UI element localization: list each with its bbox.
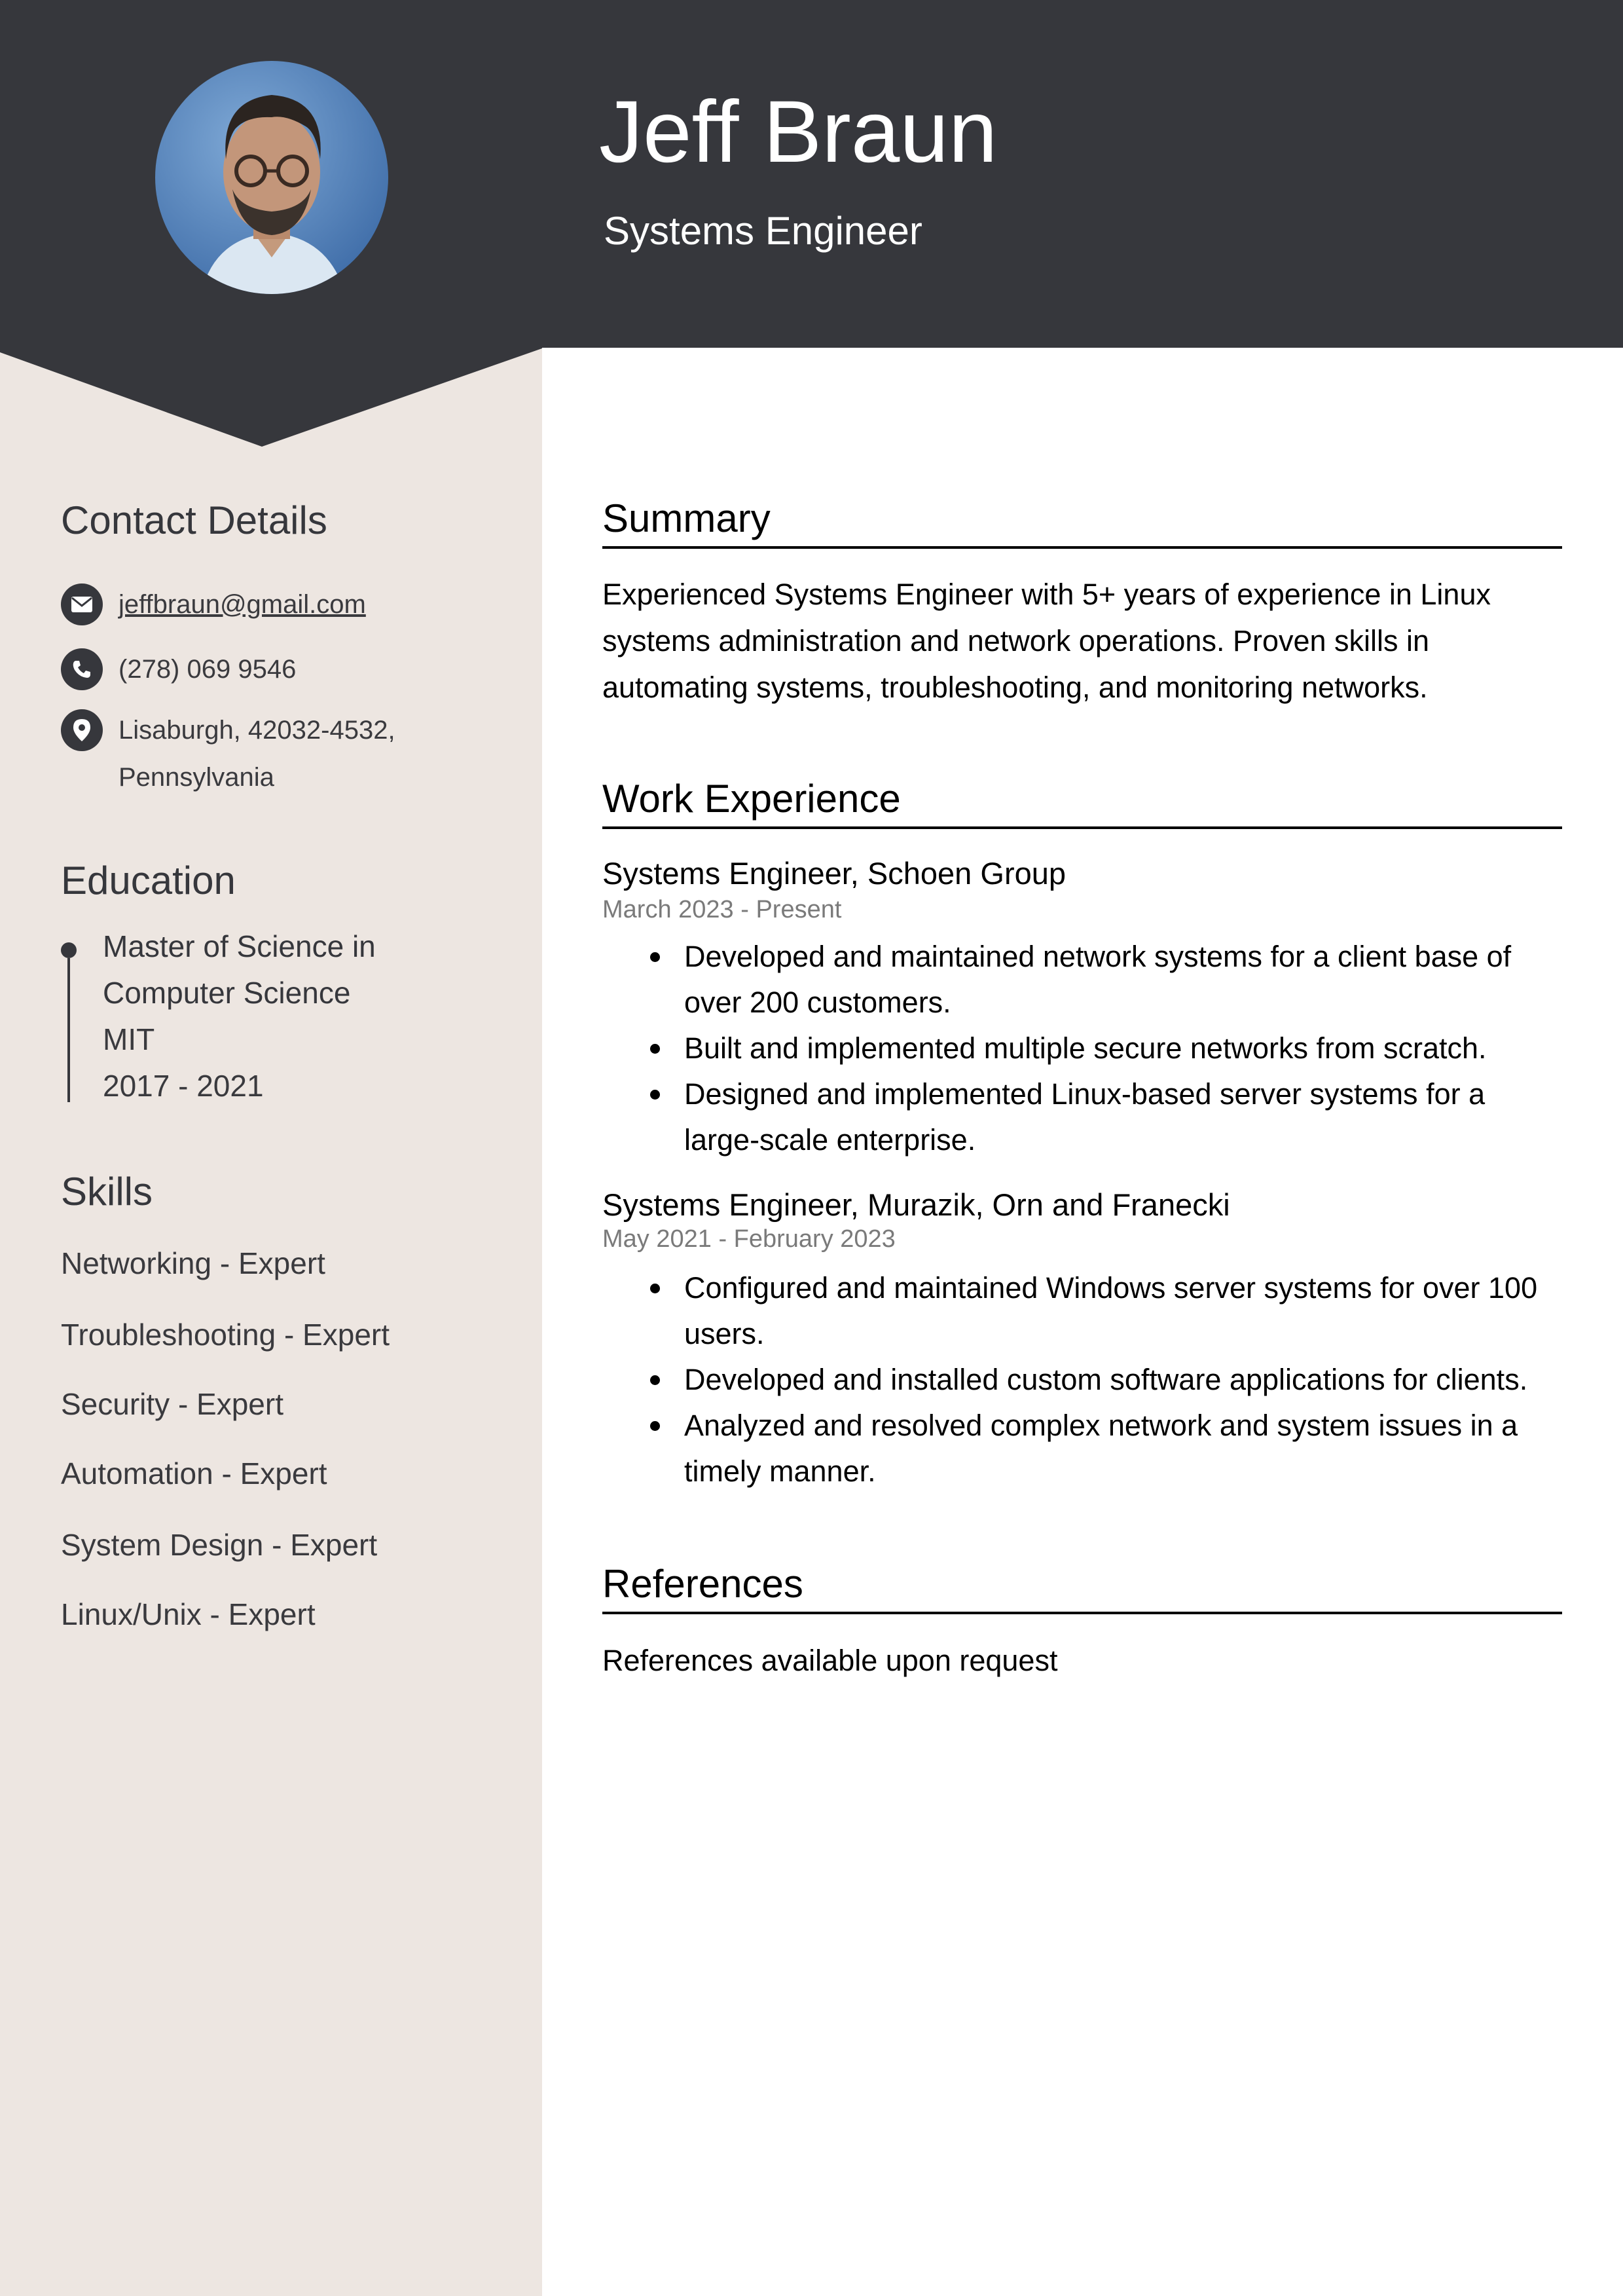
education-section [61,858,519,903]
skill-item: Troubleshooting - Expert [61,1318,390,1352]
contact-address-row [61,709,395,801]
job-dates: May 2021 - February 2023 [602,1225,896,1253]
education-heading: Education [61,859,236,902]
job-bullets [602,1265,1562,1494]
header-chevron [0,347,542,449]
contact-section [61,498,519,543]
job-bullet: Developed and maintained network systems for a client base of over 200 customers. [684,934,1562,1026]
profile-photo [155,61,388,294]
skills-heading: Skills [61,1170,153,1213]
phone-number: (278) 069 9546 [119,655,297,684]
phone-icon [61,648,103,690]
degree-line-2: Computer Science [103,976,351,1010]
candidate-role: Systems Engineer [604,209,922,253]
job-bullet: Built and implemented multiple secure networks from scratch. [684,1026,1562,1071]
job-title: Systems Engineer, Schoen Group [602,856,1067,891]
job-bullets [602,934,1562,1163]
skill-item: Networking - Expert [61,1246,325,1280]
skill-item: Automation - Expert [61,1456,327,1491]
timeline-dot [61,942,77,958]
contact-email-row [61,583,366,628]
job-bullet: Configured and maintained Windows server systems for over 100 users. [684,1265,1562,1357]
skill-item: System Design - Expert [61,1528,378,1562]
job-title: Systems Engineer, Murazik, Orn and Franecki [602,1187,1230,1222]
skills-section [61,1169,519,1214]
school-name: MIT [103,1022,155,1056]
experience-heading: Work Experience [602,776,1562,829]
email-link[interactable]: jeffbraun@gmail.com [119,590,366,619]
skill-item: Security - Expert [61,1387,283,1421]
contact-phone-row [61,648,296,693]
address-line-1: Lisaburgh, 42032-4532, [119,716,395,745]
contact-heading: Contact Details [61,498,327,542]
education-entry [103,923,509,1109]
degree-line-1: Master of Science in [103,929,376,963]
job-bullet: Analyzed and resolved complex network and system issues in a timely manner. [684,1403,1562,1494]
envelope-icon [61,583,103,625]
education-years: 2017 - 2021 [103,1069,264,1103]
summary-heading: Summary [602,496,1562,549]
job-bullet: Designed and implemented Linux-based server systems for a large-scale enterprise. [684,1071,1562,1163]
references-heading: References [602,1561,1562,1614]
skill-item: Linux/Unix - Expert [61,1597,316,1631]
job-dates: March 2023 - Present [602,896,842,923]
timeline-line [67,958,70,1102]
job-bullet: Developed and installed custom software applications for clients. [684,1357,1562,1403]
candidate-name: Jeff Braun [599,83,998,181]
references-text: References available upon request [602,1644,1058,1677]
address-line-2: Pennsylvania [119,763,274,792]
summary-text: Experienced Systems Engineer with 5+ years of experience in Linux systems administration and network operations. Proven skills in automating systems, troubleshooting, and monitoring networks. [602,578,1491,704]
location-pin-icon [61,709,103,751]
